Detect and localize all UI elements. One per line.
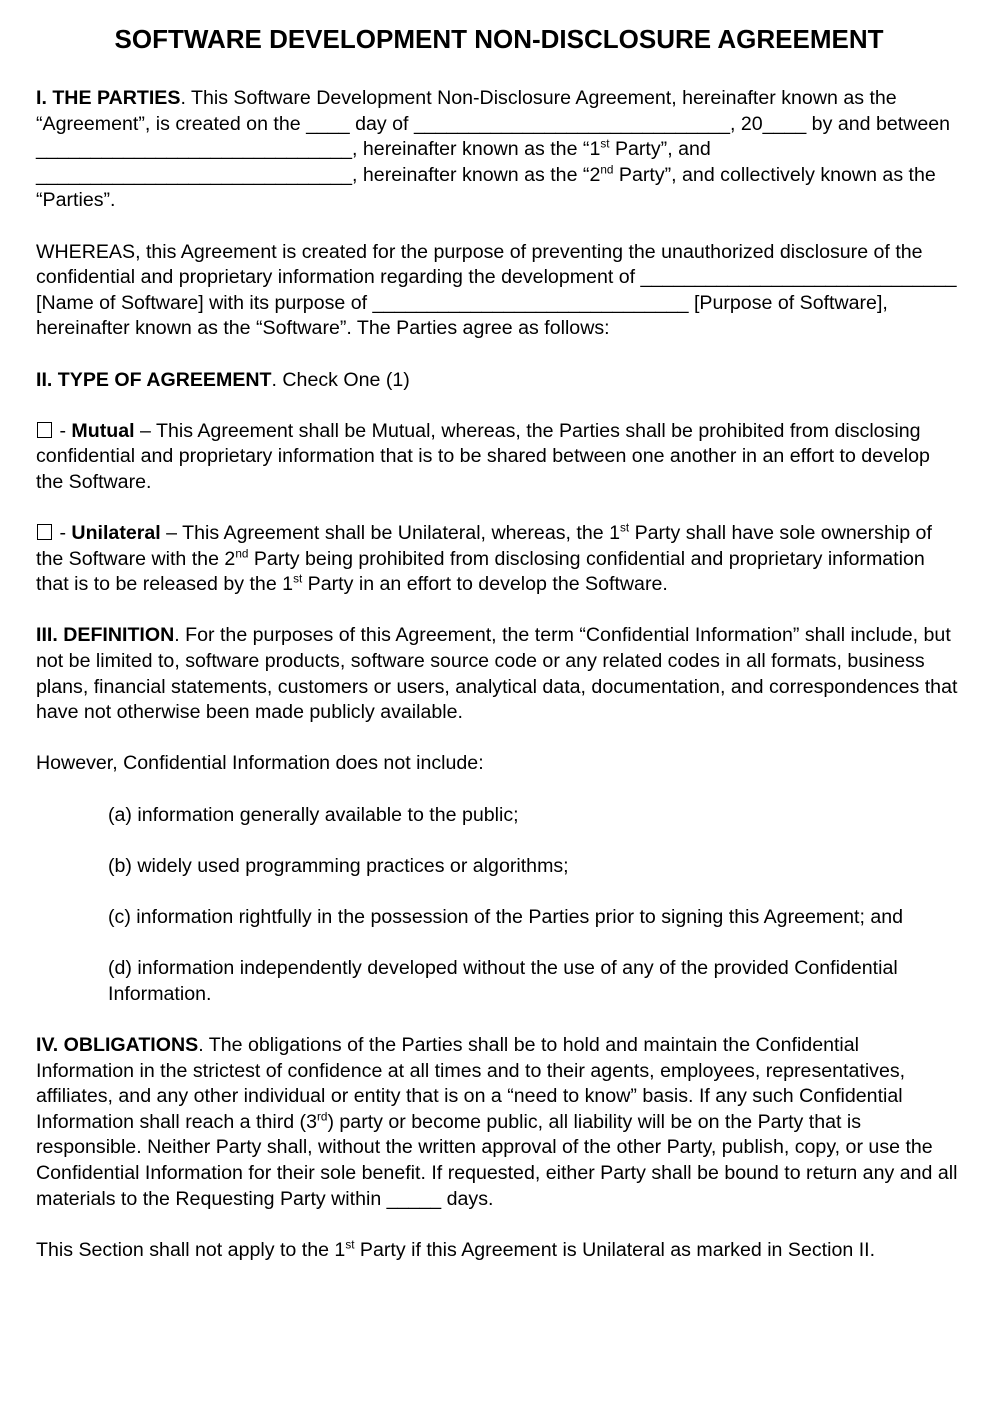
ordinal-suffix-2nd: nd [600,163,614,177]
document-title: SOFTWARE DEVELOPMENT NON-DISCLOSURE AGREEMENT [114,24,884,54]
paragraph-obligations [36,1033,962,1212]
ordinal-suffix-1st: st [293,572,303,586]
exclusion-item-c [108,905,962,931]
paragraph-parties [36,86,962,214]
ordinal-suffix-3rd: rd [316,1110,328,1124]
obligations-text-2: ) party or become public, all liability will be on the Party that is responsible. Neither Party shall, without the written approval of the other Party, publish, copy, or use the Confidential Information for their sole benefit. If requested, either Party shall be bound to return any and all materials to the Requesting Party within _____ days. [36,1110,958,1210]
checkbox-mutual-icon[interactable] [37,422,52,438]
definition-text: . For the purposes of this Agreement, the term “Confidential Information” shall include, but not be limited to, software products, software source code or any related codes in all formats, business plans, financial statements, customers or users, analytical data, documentation, and correspondences that have not otherwise been made publicly available. [36,624,958,724]
exclusion-c-text: (c) information rightfully in the possession of the Parties prior to signing this Agreement; and [108,906,904,928]
type-text: . Check One (1) [271,368,410,391]
section-heading-obligations: IV. OBLIGATIONS [36,1033,199,1056]
paragraph-however [36,751,962,777]
parties-text-1: . This Software Development Non-Disclosure Agreement, hereinafter known as the “Agreement”, is created on the ____ day of _____________________________, 20____ by and between _____________________________, hereinafter known as the “1 [36,87,951,161]
applicability-text-1: This Section shall not apply to the 1 [36,1238,346,1261]
ordinal-suffix-1st: st [345,1238,355,1252]
parties-text-2: Party”, and _____________________________, hereinafter known as the “2 [36,138,711,186]
however-text: However, Confidential Information does not include: [36,752,484,775]
section-heading-definition: III. DEFINITION [36,624,175,647]
unilateral-label: Unilateral [71,522,161,545]
ordinal-suffix-1st: st [619,521,630,535]
paragraph-type-of-agreement [36,368,962,394]
exclusion-item-b [108,854,962,880]
mutual-dash: - [54,419,72,442]
paragraph-definition [36,623,962,725]
mutual-text: – This Agreement shall be Mutual, whereas, the Parties shall be prohibited from disclosing confidential and proprietary information that is to be shared between one another in an effort to develop the Software. [36,419,930,493]
applicability-text-2: Party if this Agreement is Unilateral as marked in Section II. [354,1238,876,1261]
whereas-text: WHEREAS, this Agreement is created for the purpose of preventing the unauthorized disclosure of the confidential and proprietary information regarding the development of _____________________________ [Name of Software] with its purpose of _____________________________ [Purpose of Software], hereinafter known as the “Software”. The Parties agree as follows: [36,240,957,340]
exclusion-a-text: (a) information generally available to the public; [108,803,519,826]
paragraph-mutual-option [36,419,962,496]
paragraph-whereas [36,240,962,342]
exclusion-b-text: (b) widely used programming practices or algorithms; [108,854,569,877]
ordinal-suffix-2nd: nd [235,547,249,561]
checkbox-unilateral-icon[interactable] [37,524,52,540]
mutual-label: Mutual [71,419,135,442]
unilateral-text-2: Party shall have sole ownership of the Software with the 2 [36,522,932,570]
unilateral-text-4: Party in an effort to develop the Software. [302,573,668,596]
paragraph-applicability [36,1238,962,1264]
unilateral-text-3: Party being prohibited from disclosing confidential and proprietary information that is to be released by the 1 [36,547,925,596]
exclusion-item-d [108,956,962,1007]
parties-text-3: Party”, and collectively known as the “Parties”. [36,163,936,212]
section-heading-type: II. TYPE OF AGREEMENT [36,368,272,391]
exclusion-d-text: (d) information independently developed without the use of any of the provided Confidential Information. [108,957,898,1005]
obligations-text-1: . The obligations of the Parties shall be to hold and maintain the Confidential Information in the strictest of confidence at all times and to their agents, employees, representatives, affiliates, and any other individual or entity that is on a “need to know” basis. If any such Confidential Information shall reach a third (3 [36,1033,906,1133]
unilateral-text-1: – This Agreement shall be Unilateral, whereas, the 1 [160,522,620,545]
unilateral-dash: - [54,522,72,545]
section-heading-parties: I. THE PARTIES [36,87,181,109]
paragraph-unilateral-option [36,521,962,598]
exclusion-item-a [108,803,962,829]
ordinal-suffix-1st: st [600,137,610,151]
